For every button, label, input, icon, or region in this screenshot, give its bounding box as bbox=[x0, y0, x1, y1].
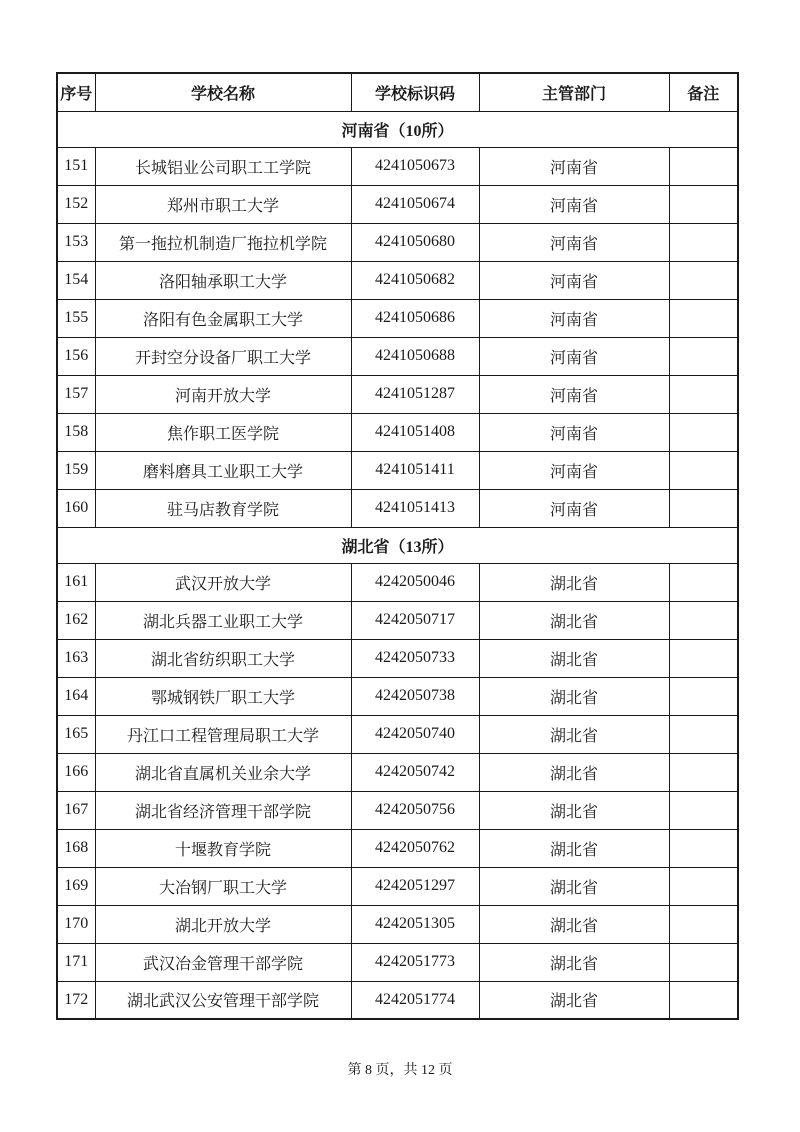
row-number-cell: 162 bbox=[57, 601, 95, 639]
school-name-cell: 湖北省纺织职工大学 bbox=[95, 639, 351, 677]
column-header-school-name: 学校名称 bbox=[95, 73, 351, 111]
table-header bbox=[57, 73, 738, 111]
school-code-cell: 4241050673 bbox=[351, 147, 479, 185]
column-header-note: 备注 bbox=[669, 73, 738, 111]
column-header-school-code: 学校标识码 bbox=[351, 73, 479, 111]
row-number-cell: 168 bbox=[57, 829, 95, 867]
authority-cell: 河南省 bbox=[479, 147, 669, 185]
column-header-index: 序号 bbox=[57, 73, 95, 111]
row-number-cell: 151 bbox=[57, 147, 95, 185]
row-number-cell: 170 bbox=[57, 905, 95, 943]
school-name-cell: 第一拖拉机制造厂拖拉机学院 bbox=[95, 223, 351, 261]
school-code-cell: 4242050733 bbox=[351, 639, 479, 677]
school-name-cell: 驻马店教育学院 bbox=[95, 489, 351, 527]
table-row bbox=[57, 867, 738, 905]
school-code-cell: 4242050742 bbox=[351, 753, 479, 791]
school-name-cell: 郑州市职工大学 bbox=[95, 185, 351, 223]
row-number-cell: 167 bbox=[57, 791, 95, 829]
row-number-cell: 153 bbox=[57, 223, 95, 261]
row-number-cell: 154 bbox=[57, 261, 95, 299]
school-name-cell: 湖北开放大学 bbox=[95, 905, 351, 943]
authority-cell: 湖北省 bbox=[479, 791, 669, 829]
note-cell bbox=[669, 451, 738, 489]
table-row bbox=[57, 337, 738, 375]
school-code-cell: 4242051297 bbox=[351, 867, 479, 905]
school-name-cell: 鄂城钢铁厂职工大学 bbox=[95, 677, 351, 715]
note-cell bbox=[669, 375, 738, 413]
authority-cell: 河南省 bbox=[479, 413, 669, 451]
school-name-cell: 武汉冶金管理干部学院 bbox=[95, 943, 351, 981]
note-cell bbox=[669, 867, 738, 905]
header-row bbox=[57, 73, 738, 111]
note-cell bbox=[669, 829, 738, 867]
row-number-cell: 172 bbox=[57, 981, 95, 1019]
school-code-cell: 4242050046 bbox=[351, 563, 479, 601]
school-code-cell: 4242050717 bbox=[351, 601, 479, 639]
page-footer: 第 8 页，共 12 页 bbox=[347, 1063, 453, 1078]
authority-cell: 河南省 bbox=[479, 489, 669, 527]
table-row bbox=[57, 375, 738, 413]
row-number-cell: 166 bbox=[57, 753, 95, 791]
table-row bbox=[57, 791, 738, 829]
authority-cell: 湖北省 bbox=[479, 981, 669, 1019]
authority-cell: 湖北省 bbox=[479, 677, 669, 715]
school-code-cell: 4242051774 bbox=[351, 981, 479, 1019]
school-code-cell: 4241050686 bbox=[351, 299, 479, 337]
table-row bbox=[57, 261, 738, 299]
school-code-cell: 4241051413 bbox=[351, 489, 479, 527]
table-row bbox=[57, 601, 738, 639]
school-code-cell: 4241050680 bbox=[351, 223, 479, 261]
table-row bbox=[57, 753, 738, 791]
column-header-authority: 主管部门 bbox=[479, 73, 669, 111]
school-code-cell: 4242051773 bbox=[351, 943, 479, 981]
authority-cell: 河南省 bbox=[479, 299, 669, 337]
note-cell bbox=[669, 715, 738, 753]
authority-cell: 河南省 bbox=[479, 337, 669, 375]
school-name-cell: 大冶钢厂职工大学 bbox=[95, 867, 351, 905]
authority-cell: 河南省 bbox=[479, 451, 669, 489]
note-cell bbox=[669, 413, 738, 451]
school-name-cell: 十堰教育学院 bbox=[95, 829, 351, 867]
authority-cell: 湖北省 bbox=[479, 943, 669, 981]
note-cell bbox=[669, 601, 738, 639]
table-row bbox=[57, 715, 738, 753]
authority-cell: 湖北省 bbox=[479, 563, 669, 601]
school-code-cell: 4242050762 bbox=[351, 829, 479, 867]
section-title: 湖北省（13所） bbox=[57, 527, 738, 563]
authority-cell: 河南省 bbox=[479, 185, 669, 223]
table-row bbox=[57, 905, 738, 943]
school-name-cell: 丹江口工程管理局职工大学 bbox=[95, 715, 351, 753]
school-code-cell: 4241050688 bbox=[351, 337, 479, 375]
authority-cell: 湖北省 bbox=[479, 639, 669, 677]
authority-cell: 河南省 bbox=[479, 375, 669, 413]
school-code-cell: 4241051408 bbox=[351, 413, 479, 451]
table-row bbox=[57, 451, 738, 489]
table-row bbox=[57, 981, 738, 1019]
school-code-cell: 4242050740 bbox=[351, 715, 479, 753]
table-row bbox=[57, 299, 738, 337]
row-number-cell: 158 bbox=[57, 413, 95, 451]
authority-cell: 河南省 bbox=[479, 261, 669, 299]
school-code-cell: 4241051411 bbox=[351, 451, 479, 489]
table-row bbox=[57, 185, 738, 223]
school-name-cell: 武汉开放大学 bbox=[95, 563, 351, 601]
note-cell bbox=[669, 943, 738, 981]
note-cell bbox=[669, 337, 738, 375]
school-name-cell: 湖北省直属机关业余大学 bbox=[95, 753, 351, 791]
row-number-cell: 169 bbox=[57, 867, 95, 905]
authority-cell: 湖北省 bbox=[479, 753, 669, 791]
note-cell bbox=[669, 677, 738, 715]
school-code-cell: 4241050674 bbox=[351, 185, 479, 223]
row-number-cell: 164 bbox=[57, 677, 95, 715]
school-code-cell: 4242050738 bbox=[351, 677, 479, 715]
row-number-cell: 155 bbox=[57, 299, 95, 337]
table-row bbox=[57, 563, 738, 601]
authority-cell: 湖北省 bbox=[479, 829, 669, 867]
authority-cell: 湖北省 bbox=[479, 905, 669, 943]
row-number-cell: 156 bbox=[57, 337, 95, 375]
note-cell bbox=[669, 905, 738, 943]
school-code-cell: 4241051287 bbox=[351, 375, 479, 413]
note-cell bbox=[669, 753, 738, 791]
authority-cell: 湖北省 bbox=[479, 601, 669, 639]
note-cell bbox=[669, 981, 738, 1019]
table-row bbox=[57, 677, 738, 715]
note-cell bbox=[669, 261, 738, 299]
school-code-cell: 4242050756 bbox=[351, 791, 479, 829]
school-name-cell: 湖北省经济管理干部学院 bbox=[95, 791, 351, 829]
school-table bbox=[56, 72, 739, 1020]
table-row bbox=[57, 413, 738, 451]
school-name-cell: 焦作职工医学院 bbox=[95, 413, 351, 451]
row-number-cell: 159 bbox=[57, 451, 95, 489]
school-name-cell: 洛阳轴承职工大学 bbox=[95, 261, 351, 299]
school-name-cell: 湖北兵器工业职工大学 bbox=[95, 601, 351, 639]
table-row bbox=[57, 223, 738, 261]
school-name-cell: 河南开放大学 bbox=[95, 375, 351, 413]
note-cell bbox=[669, 147, 738, 185]
note-cell bbox=[669, 791, 738, 829]
note-cell bbox=[669, 299, 738, 337]
school-code-cell: 4242051305 bbox=[351, 905, 479, 943]
school-name-cell: 湖北武汉公安管理干部学院 bbox=[95, 981, 351, 1019]
section-row bbox=[57, 111, 738, 147]
row-number-cell: 157 bbox=[57, 375, 95, 413]
school-code-cell: 4241050682 bbox=[351, 261, 479, 299]
row-number-cell: 165 bbox=[57, 715, 95, 753]
authority-cell: 湖北省 bbox=[479, 867, 669, 905]
note-cell bbox=[669, 563, 738, 601]
school-name-cell: 磨料磨具工业职工大学 bbox=[95, 451, 351, 489]
table-row bbox=[57, 829, 738, 867]
authority-cell: 湖北省 bbox=[479, 715, 669, 753]
note-cell bbox=[669, 223, 738, 261]
table-row bbox=[57, 489, 738, 527]
row-number-cell: 160 bbox=[57, 489, 95, 527]
note-cell bbox=[669, 489, 738, 527]
school-name-cell: 洛阳有色金属职工大学 bbox=[95, 299, 351, 337]
table-row bbox=[57, 639, 738, 677]
authority-cell: 河南省 bbox=[479, 223, 669, 261]
table-row bbox=[57, 943, 738, 981]
note-cell bbox=[669, 639, 738, 677]
school-name-cell: 长城铝业公司职工工学院 bbox=[95, 147, 351, 185]
section-row bbox=[57, 527, 738, 563]
row-number-cell: 163 bbox=[57, 639, 95, 677]
row-number-cell: 171 bbox=[57, 943, 95, 981]
note-cell bbox=[669, 185, 738, 223]
section-title: 河南省（10所） bbox=[57, 111, 738, 147]
table-row bbox=[57, 147, 738, 185]
school-name-cell: 开封空分设备厂职工大学 bbox=[95, 337, 351, 375]
table-body bbox=[57, 111, 738, 1019]
row-number-cell: 161 bbox=[57, 563, 95, 601]
row-number-cell: 152 bbox=[57, 185, 95, 223]
